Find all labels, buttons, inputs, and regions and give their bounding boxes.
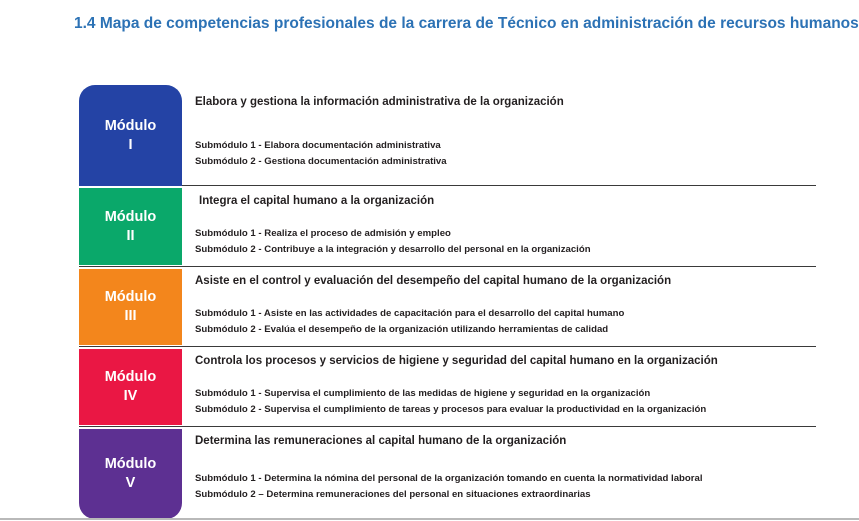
bottom-divider <box>0 518 859 520</box>
module-numeral: I <box>128 136 133 153</box>
submodule-item: Submódulo 1 - Elabora documentación administrativa <box>195 140 441 151</box>
competency-title: Elabora y gestiona la información administrativa de la organización <box>195 96 564 108</box>
module-badge-4 <box>79 349 182 425</box>
module-numeral: III <box>124 308 137 324</box>
module-label: Módulo <box>104 117 157 134</box>
competency-title: Asiste en el control y evaluación del desempeño del capital humano de la organización <box>195 275 672 287</box>
module-badge-5 <box>79 429 182 519</box>
module-badge-3 <box>79 269 182 345</box>
module-label: Módulo <box>104 456 157 472</box>
competency-title: Controla los procesos y servicios de higiene y seguridad del capital humano en la organización <box>195 355 718 367</box>
module-numeral: V <box>125 475 136 491</box>
module-label: Módulo <box>104 208 157 225</box>
module-numeral: II <box>126 227 135 244</box>
module-row-4 <box>79 347 816 427</box>
module-row-3 <box>79 267 816 347</box>
submodule-item: Submódulo 1 - Supervisa el cumplimiento de las medidas de higiene y seguridad en la organización <box>195 388 651 399</box>
module-numeral: IV <box>123 388 138 404</box>
submodule-item: Submódulo 2 - Gestiona documentación administrativa <box>195 156 447 167</box>
module-row-5 <box>79 427 816 519</box>
submodule-item: Submódulo 1 - Asiste en las actividades de capacitación para el desarrollo del capital humano <box>195 308 625 319</box>
module-row-2 <box>79 186 816 267</box>
submodule-item: Submódulo 2 - Evalúa el desempeño de la organización utilizando herramientas de calidad <box>195 324 609 335</box>
competency-title: Integra el capital humano a la organización <box>199 195 435 207</box>
module-row-1 <box>79 85 816 186</box>
page-title: 1.4 Mapa de competencias profesionales de la carrera de Técnico en administración de recursos humanos <box>74 15 859 32</box>
submodule-item: Submódulo 1 - Realiza el proceso de admisión y empleo <box>195 228 451 239</box>
submodule-item: Submódulo 2 - Supervisa el cumplimiento de tareas y procesos para evaluar la productividad en la organización <box>195 404 707 415</box>
competency-title: Determina las remuneraciones al capital humano de la organización <box>195 435 567 447</box>
submodule-item: Submódulo 2 - Contribuye a la integración y desarrollo del personal en la organización <box>195 244 591 255</box>
module-badge-1 <box>79 85 182 186</box>
submodule-item: Submódulo 2 – Determina remuneraciones del personal en situaciones extraordinarias <box>195 489 591 500</box>
module-label: Módulo <box>104 369 157 385</box>
module-label: Módulo <box>104 289 157 305</box>
submodule-item: Submódulo 1 - Determina la nómina del personal de la organización tomando en cuenta la normatividad laboral <box>195 473 703 484</box>
module-badge-2 <box>79 188 182 265</box>
